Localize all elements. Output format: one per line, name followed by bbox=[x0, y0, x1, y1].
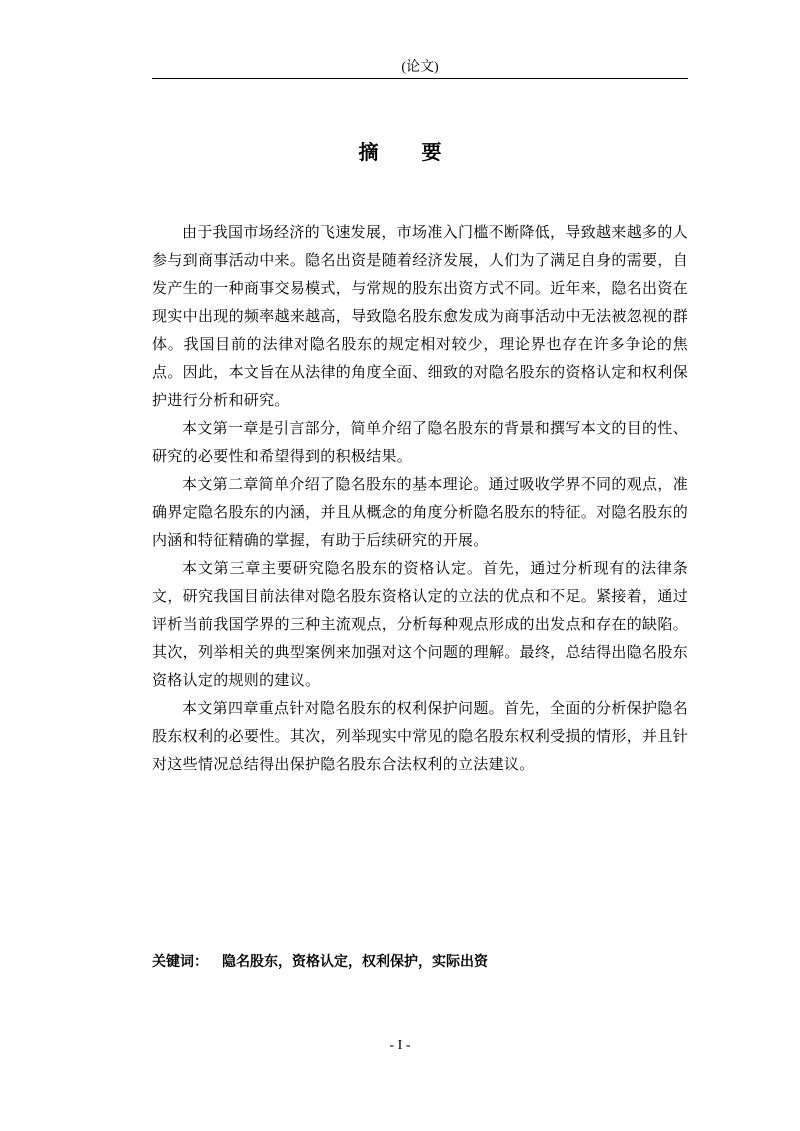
keywords-label: 关键词： bbox=[152, 954, 208, 970]
abstract-paragraph-4: 本文第三章主要研究隐名股东的资格认定。首先，通过分析现有的法律条文，研究我国目前法律对隐名股东资格认定的立法的优点和不足。紧接着，通过评析当前我国学界的三种主流观点，分析每种观点形成的出发点和存在的缺陷。其次，列举相关的典型案例来加强对这个问题的理解。最终，总结得出隐名股东资格认定的规则的建议。 bbox=[152, 559, 688, 689]
abstract-paragraph-1: 由于我国市场经济的飞速发展，市场准入门槛不断降低，导致越来越多的人参与到商事活动中来。隐名出资是随着经济发展，人们为了满足自身的需要，自发产生的一种商事交易模式，与常规的股东出资方式不同。近年来，隐名出资在现实中出现的频率越来越高，导致隐名股东愈发成为商事活动中无法被忽视的群体。我国目前的法律对隐名股东的规定相对较少，理论界也存在许多争论的焦点。因此，本文旨在从法律的角度全面、细致的对隐名股东的资格认定和权利保护进行分析和研究。 bbox=[152, 223, 688, 409]
abstract-body bbox=[152, 218, 688, 778]
running-header: (论文) bbox=[401, 60, 439, 75]
abstract-paragraph-2: 本文第一章是引言部分，简单介绍了隐名股东的背景和撰写本文的目的性、研究的必要性和希望得到的积极结果。 bbox=[152, 419, 688, 465]
abstract-title: 摘 要 bbox=[358, 140, 460, 164]
keywords-terms: 隐名股东，资格认定，权利保护，实际出资 bbox=[222, 954, 488, 970]
abstract-paragraph-3: 本文第二章简单介绍了隐名股东的基本理论。通过吸收学界不同的观点，准确界定隐名股东的内涵，并且从概念的角度分析隐名股东的特征。对隐名股东的内涵和特征精确的掌握，有助于后续研究的开展。 bbox=[152, 475, 688, 549]
abstract-paragraph-5: 本文第四章重点针对隐名股东的权利保护问题。首先，全面的分析保护隐名股东权利的必要性。其次，列举现实中常见的隐名股东权利受损的情形，并且针对这些情况总结得出保护隐名股东合法权利的立法建议。 bbox=[152, 699, 688, 773]
keywords-line bbox=[152, 950, 688, 974]
page-number: - I - bbox=[389, 1038, 411, 1053]
header-rule bbox=[152, 78, 688, 79]
